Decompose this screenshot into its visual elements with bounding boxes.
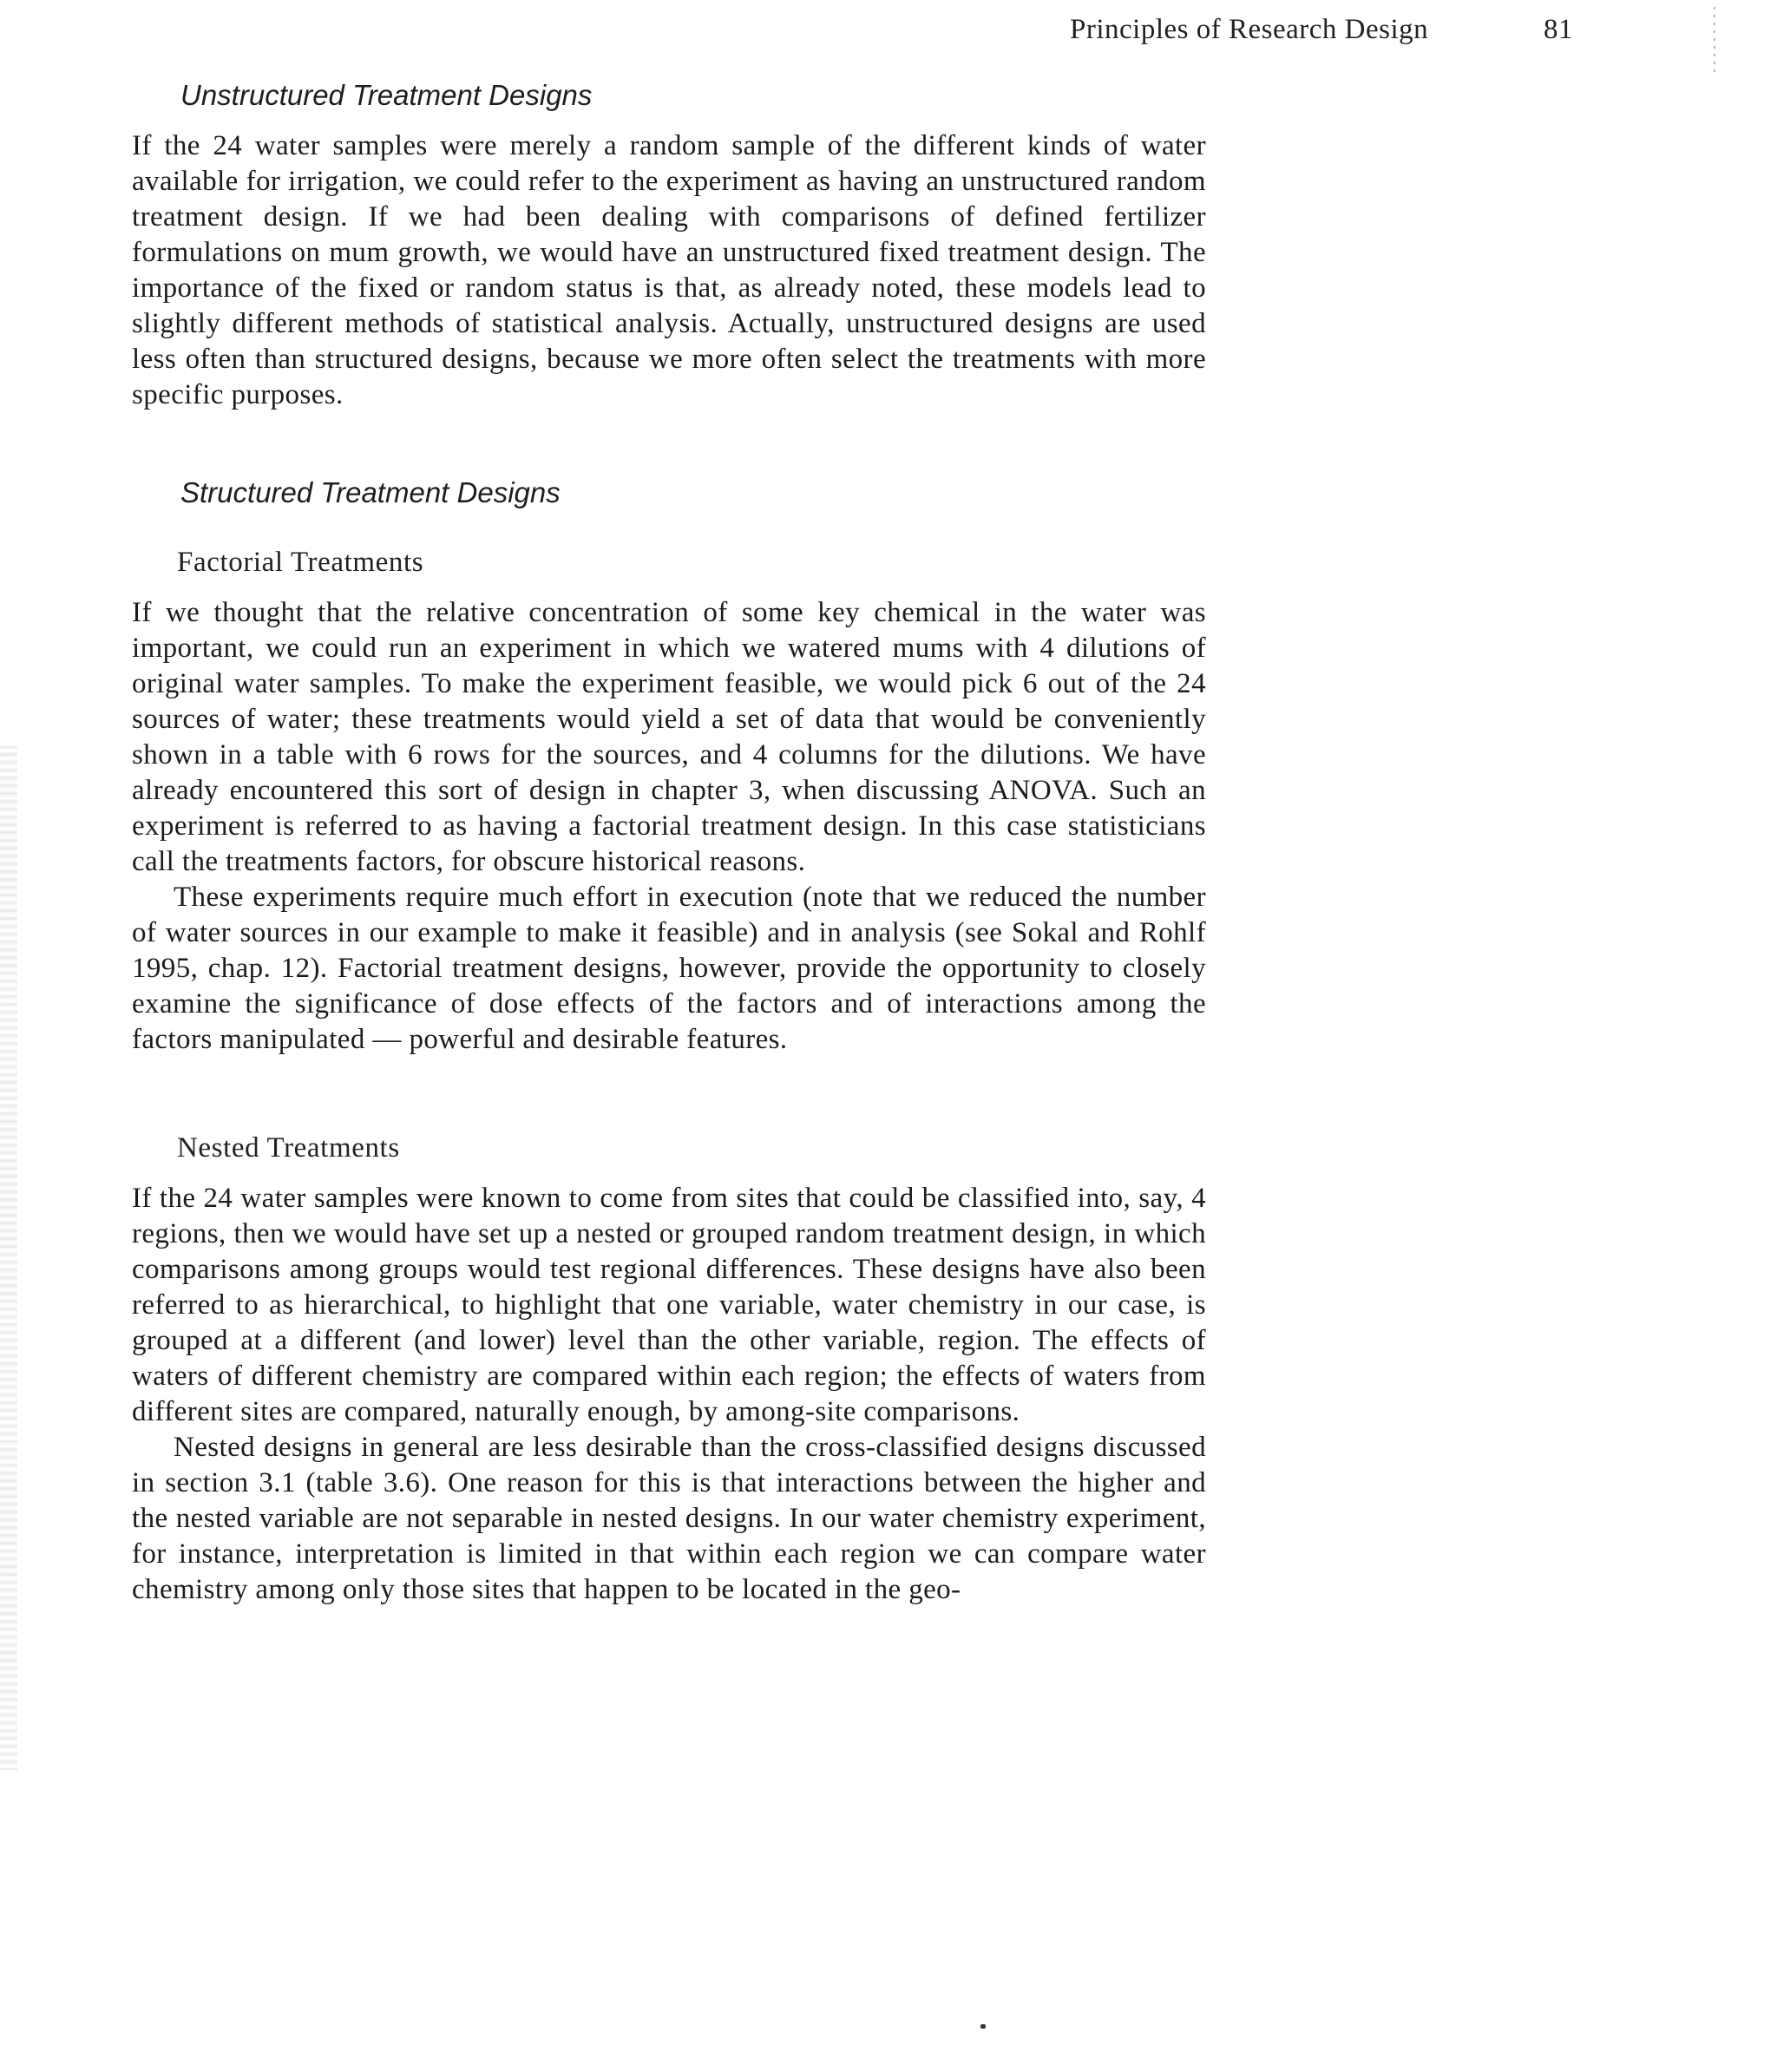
main-text-column	[132, 75, 1206, 1608]
running-head	[1070, 9, 1573, 50]
scan-edge-mark	[1714, 7, 1715, 76]
paragraph-unstructured-designs: If the 24 water samples were merely a random sample of the different kinds of water available for irrigation, we could refer to the experiment as having an unstructured random treatment design. If we had been dealing with comparisons of defined fertilizer formulations on mum growth, we would have an unstructured fixed treatment design. The importance of the fixed or random status is that, as already noted, these models lead to slightly different methods of statistical analysis. Actually, unstructured designs are used less often than structured designs, because we more often select the treatments with more specific purposes.	[132, 130, 1206, 410]
section-heading-structured-treatment-designs: Structured Treatment Designs	[180, 476, 561, 508]
subheading-factorial-treatments: Factorial Treatments	[177, 547, 424, 578]
paragraph-nested-1: If the 24 water samples were known to come from sites that could be classified into, say, 4 regions, then we would have set up a nested or grouped random treatment design, in which comparisons among groups would test regional differences. These designs have also been referred to as hierarchical, to highlight that one variable, water chemistry in our case, is grouped at a different (and lower) level than the other variable, region. The effects of waters of different chemistry are compared within each region; the effects of waters from different sites are compared, naturally enough, by among-site comparisons.	[132, 1183, 1206, 1427]
scan-dot-artifact	[980, 2024, 986, 2029]
subheading-nested-treatments: Nested Treatments	[177, 1132, 400, 1164]
page-number: 81	[1544, 14, 1573, 45]
paragraph-nested-2: Nested designs in general are less desirable than the cross-classified designs discussed in section 3.1 (table 3.6). One reason for this is that interactions between the higher and the nested variable are not separable in nested designs. In our water chemistry experiment, for instance, interpretation is limited in that within each region we can compare water chemistry among only those sites that happen to be located in the geo-	[132, 1432, 1206, 1605]
paragraph-factorial-2: These experiments require much effort in execution (note that we reduced the number of water sources in our example to make it feasible) and in analysis (see Sokal and Rohlf 1995, chap. 12). Factorial treatment designs, however, provide the opportunity to closely examine the significance of dose effects of the factors and of interactions among the factors manipulated — powerful and desirable features.	[132, 882, 1206, 1055]
section-heading-unstructured-treatment-designs: Unstructured Treatment Designs	[180, 79, 593, 111]
running-head-title: Principles of Research Design	[1070, 14, 1429, 45]
paragraph-factorial-1: If we thought that the relative concentration of some key chemical in the water was important, we could run an experiment in which we watered mums with 4 dilutions of original water samples. To make the experiment feasible, we would pick 6 out of the 24 sources of water; these treatments would yield a set of data that would be conveniently shown in a table with 6 rows for the sources, and 4 columns for the dilutions. We have already encountered this sort of design in chapter 3, when discussing ANOVA. Such an experiment is referred to as having a factorial treatment design. In this case statisticians call the treatments factors, for obscure historical reasons.	[132, 597, 1206, 877]
scan-margin-artifact	[0, 746, 17, 1770]
